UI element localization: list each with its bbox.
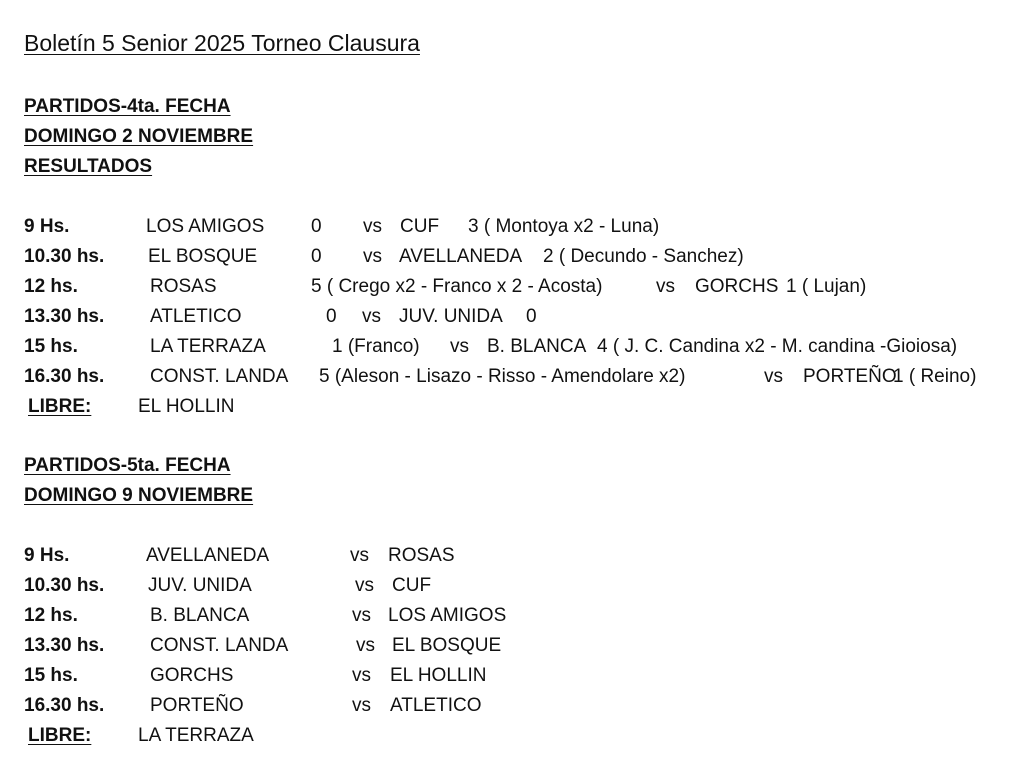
away-team: EL BOSQUE [392,635,502,656]
match-time: 9 Hs. [24,545,70,566]
home-team: ROSAS [150,276,217,297]
home-score: 0 [311,216,322,237]
fixture-row [0,665,1024,691]
fixture-row [0,545,1024,571]
fecha4-date: DOMINGO 2 NOVIEMBRE [24,126,254,147]
libre-label: LIBRE: [28,725,92,746]
match-time: 15 hs. [24,336,78,357]
bulletin-title: Boletín 5 Senior 2025 Torneo Clausura [24,30,420,56]
result-row [0,336,1024,362]
home-team: B. BLANCA [150,605,250,626]
libre-row [0,725,1024,751]
match-time: 13.30 hs. [24,635,105,656]
home-team: PORTEÑO [150,695,244,716]
home-team: ATLETICO [150,306,242,327]
match-time: 12 hs. [24,276,78,297]
away-score: 2 ( Decundo - Sanchez) [543,246,744,267]
match-time: 10.30 hs. [24,246,105,267]
home-team: LOS AMIGOS [146,216,265,237]
fixture-row [0,695,1024,721]
home-team: AVELLANEDA [146,545,270,566]
vs-label: vs [355,575,374,596]
vs-label: vs [352,665,371,686]
fecha5-date: DOMINGO 9 NOVIEMBRE [24,485,254,506]
fixture-row [0,575,1024,601]
libre-row [0,396,1024,422]
home-score: 1 (Franco) [332,336,420,357]
match-time: 13.30 hs. [24,306,105,327]
vs-label: vs [450,336,469,357]
result-row [0,216,1024,242]
home-team: CONST. LANDA [150,635,289,656]
home-score: 0 [311,246,322,267]
home-team: GORCHS [150,665,234,686]
match-time: 16.30 hs. [24,366,105,387]
fixture-row [0,635,1024,661]
away-team: LOS AMIGOS [388,605,507,626]
away-team: CUF [400,216,440,237]
fixture-row [0,605,1024,631]
away-score: 3 ( Montoya x2 - Luna) [468,216,660,237]
away-score: 0 [526,306,537,327]
match-time: 10.30 hs. [24,575,105,596]
result-row [0,306,1024,332]
match-time: 16.30 hs. [24,695,105,716]
away-team: JUV. UNIDA [399,306,503,327]
match-time: 12 hs. [24,605,78,626]
home-team: LA TERRAZA [150,336,266,357]
vs-label: vs [362,306,381,327]
libre-team: LA TERRAZA [138,725,254,746]
home-team: EL BOSQUE [148,246,258,267]
home-score: 5 ( Crego x2 - Franco x 2 - Acosta) [311,276,603,297]
away-team: AVELLANEDA [399,246,523,267]
home-score: 5 (Aleson - Lisazo - Risso - Amendolare x2) [319,366,686,387]
home-team: CONST. LANDA [150,366,289,387]
match-time: 15 hs. [24,665,78,686]
vs-label: vs [352,605,371,626]
away-team: PORTEÑO [803,366,897,387]
away-score: 4 ( J. C. Candina x2 - M. candina -Gioiosa) [597,336,958,357]
vs-label: vs [656,276,675,297]
away-team: GORCHS [695,276,779,297]
vs-label: vs [363,246,382,267]
fecha4-results-heading: RESULTADOS [24,156,153,177]
away-team: ROSAS [388,545,455,566]
fecha4-heading: PARTIDOS-4ta. FECHA [24,96,231,117]
away-score: 1 ( Reino) [893,366,977,387]
away-team: EL HOLLIN [390,665,487,686]
home-team: JUV. UNIDA [148,575,252,596]
vs-label: vs [356,635,375,656]
libre-team: EL HOLLIN [138,396,235,417]
vs-label: vs [352,695,371,716]
vs-label: vs [363,216,382,237]
away-team: CUF [392,575,432,596]
home-score: 0 [326,306,337,327]
match-time: 9 Hs. [24,216,70,237]
away-score: 1 ( Lujan) [786,276,867,297]
away-team: ATLETICO [390,695,482,716]
vs-label: vs [350,545,369,566]
result-row [0,366,1024,392]
result-row [0,276,1024,302]
libre-label: LIBRE: [28,396,92,417]
fecha5-heading: PARTIDOS-5ta. FECHA [24,455,231,476]
result-row [0,246,1024,272]
vs-label: vs [764,366,783,387]
away-team: B. BLANCA [487,336,587,357]
